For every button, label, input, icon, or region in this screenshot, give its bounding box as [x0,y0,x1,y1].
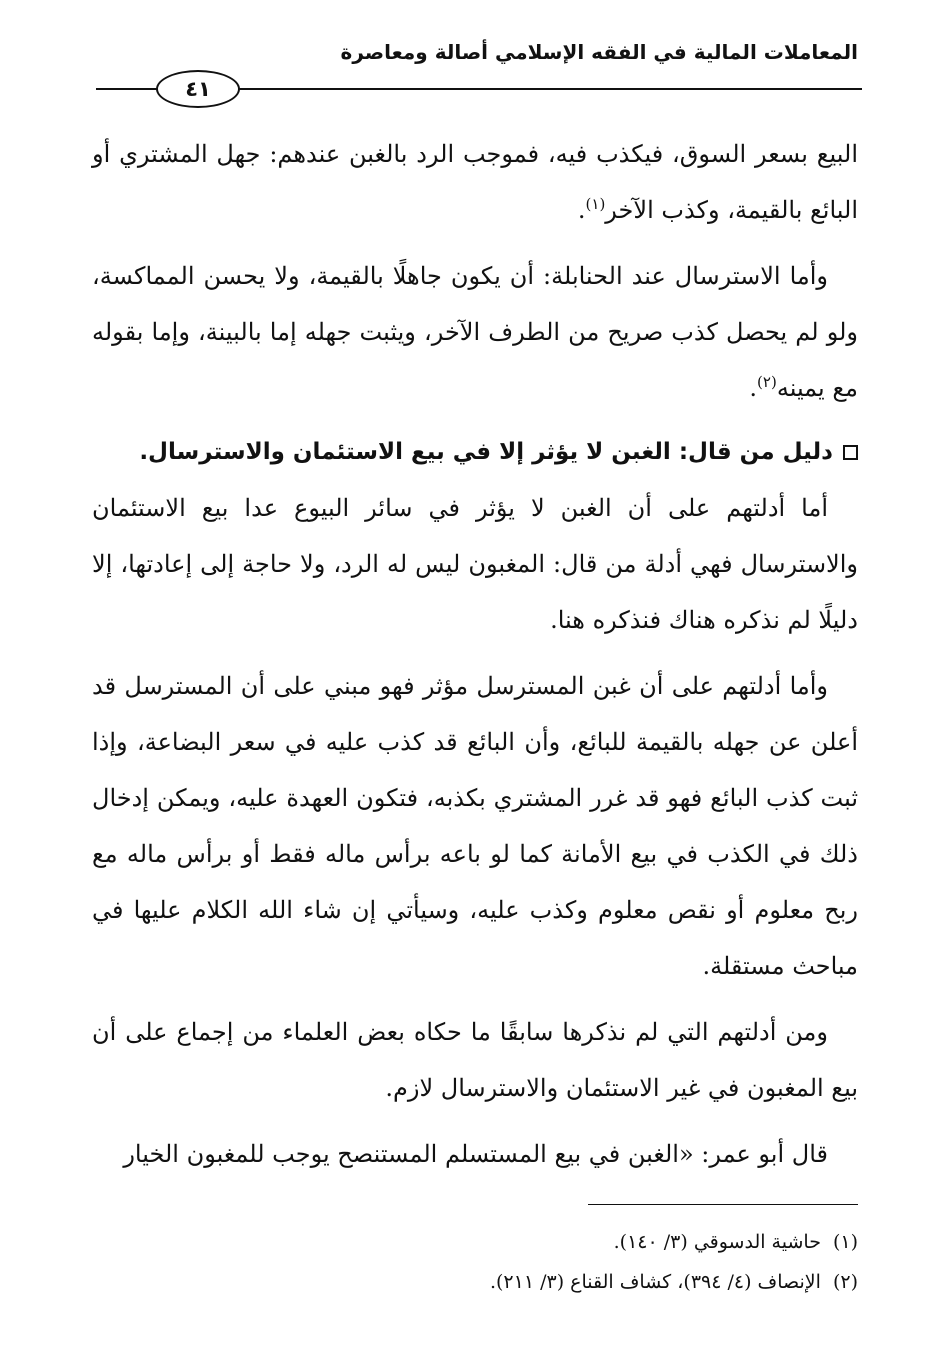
paragraph-1-end: . [577,196,586,224]
paragraph-2-text: وأما الاسترسال عند الحنابلة: أن يكون جاهلًا بالقيمة، ولا يحسن المماكسة، ولو لم يحصل كذب صريح من الطرف الآخر، ويثبت جهله إما بالبينة، وإما بقوله مع يمينه [92,262,858,402]
page-number: ٤١ [185,77,211,101]
square-bullet-icon [843,445,858,460]
paragraph-2-end: . [749,374,758,402]
page-number-frame [156,70,240,108]
paragraph-1-text: البيع بسعر السوق، فيكذب فيه، فموجب الرد بالغبن عندهم: جهل المشتري أو البائع بالقيمة، وكذب الآخر [92,140,858,224]
footnote-1-number: (١) [832,1231,858,1253]
footnote-2 [92,1262,858,1302]
footnote-ref-2[interactable]: (٢) [757,373,777,391]
section-heading [92,424,858,480]
paragraph-4: وأما أدلتهم على أن غبن المسترسل مؤثر فهو مبني على أن المسترسل قد أعلن عن جهله بالقيمة للبائع، وأن البائع قد كذب عليه في سعر البضاعة، وإذا ثبت كذب البائع فهو قد غرر المشتري بكذبه، فتكون العهدة عليه، ويمكن إدخال ذلك في الكذب في بيع الأمانة كما لو باعه برأس ماله فقط أو برأس ماله مع ربح معلوم أو نقص معلوم وكذب عليه، وسيأتي إن شاء الله الكلام عليها في مباحث مستقلة. [92,672,858,980]
body-text [92,126,858,1182]
footnote-ref-1[interactable]: (١) [585,195,606,213]
footnote-2-number: (٢) [832,1271,858,1293]
paragraph-6: قال أبو عمر: «الغبن في بيع المستسلم المستنصح يوجب للمغبون الخيار [123,1140,828,1168]
paragraph-3: أما أدلتهم على أن الغبن لا يؤثر في سائر البيوع عدا بيع الاستئمان والاسترسال فهي أدلة من قال: المغبون ليس له الرد، ولا حاجة إلى إعادتها، إلا دليلًا لم نذكره هناك فنذكره هنا. [92,494,858,634]
paragraph-2 [92,248,858,416]
footnote-2-text: الإنصاف (٤/ ٣٩٤)، كشاف القناع (٣/ ٢١١). [489,1271,821,1293]
running-header-title: المعاملات المالية في الفقه الإسلامي أصالة ومعاصرة [340,40,858,64]
footnote-separator [588,1204,858,1205]
paragraph-1 [92,126,858,238]
footnote-1-text: حاشية الدسوقي (٣/ ١٤٠). [613,1231,821,1253]
footnotes [92,1222,858,1302]
section-heading-text: دليل من قال: الغبن لا يؤثر إلا في بيع الاستئمان والاسترسال. [139,439,833,465]
paragraph-5: ومن أدلتهم التي لم نذكرها سابقًا ما حكاه بعض العلماء من إجماع على أن بيع المغبون في غير الاستئمان والاسترسال لازم. [92,1018,858,1102]
footnote-1 [92,1222,858,1262]
